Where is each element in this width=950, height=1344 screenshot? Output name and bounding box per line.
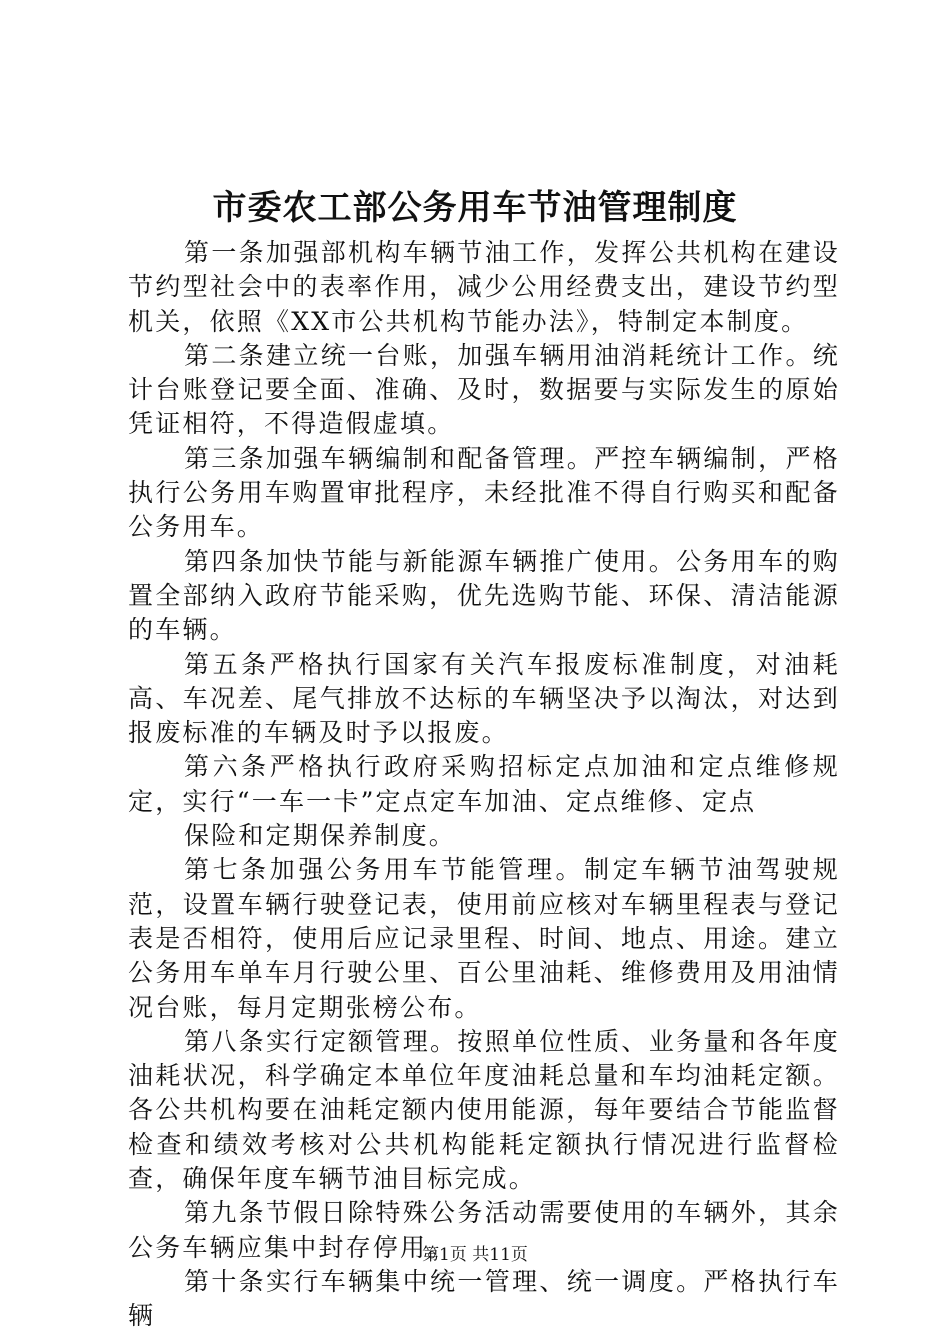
paragraph-article-8: 第八条实行定额管理。按照单位性质、业务量和各年度油耗状况，科学确定本单位年度油耗总量和车均油耗定额。各公共机构要在油耗定额内使用能源，每年要结合节能监督检查和绩效考核对公共机构能耗定额执行情况进行监督检查，确保年度车辆节油目标完成。 (128, 1026, 840, 1194)
paragraph-article-10: 第十条实行车辆集中统一管理、统一调度。严格执行车辆 (128, 1266, 840, 1331)
paragraph-article-4: 第四条加快节能与新能源车辆推广使用。公务用车的购置全部纳入政府节能采购，优先选购节能、环保、清洁能源的车辆。 (128, 546, 840, 645)
paragraph-article-3: 第三条加强车辆编制和配备管理。严控车辆编制，严格执行公务用车购置审批程序，未经批准不得自行购买和配备公务用车。 (128, 443, 840, 542)
paragraph-article-7: 第七条加强公务用车节能管理。制定车辆节油驾驶规范，设置车辆行驶登记表，使用前应核对车辆里程表与登记表是否相符，使用后应记录里程、时间、地点、用途。建立公务用车单车月行驶公里、百公里油耗、维修费用及用油情况台账，每月定期张榜公布。 (128, 855, 840, 1022)
paragraph-article-5: 第五条严格执行国家有关汽车报废标准制度，对油耗高、车况差、尾气排放不达标的车辆坚决予以淘汰，对达到报废标准的车辆及时予以报废。 (128, 649, 840, 748)
paragraph-article-6-continued: 保险和定期保养制度。 (184, 821, 457, 851)
page-number-footer: 第1页 共11页 (422, 1245, 528, 1265)
document-body (128, 236, 840, 1334)
paragraph-article-6: 第六条严格执行政府采购招标定点加油和定点维修规定，实行“一车一卡”定点定车加油、定点维修、定点 (128, 752, 840, 816)
paragraph-article-2: 第二条建立统一台账，加强车辆用油消耗统计工作。统计台账登记要全面、准确、及时，数据要与实际发生的原始凭证相符，不得造假虚填。 (128, 340, 840, 439)
paragraph-article-1: 第一条加强部机构车辆节油工作，发挥公共机构在建设节约型社会中的表率作用，减少公用经费支出，建设节约型机关，依照《XX市公共机构节能办法》，特制定本制度。 (128, 238, 840, 336)
document-title: 市委农工部公务用车节油管理制度 (212, 188, 738, 228)
paragraph-article-9: 第九条节假日除特殊公务活动需要使用的车辆外，其余公务车辆应集中封存停用。 (128, 1198, 840, 1262)
